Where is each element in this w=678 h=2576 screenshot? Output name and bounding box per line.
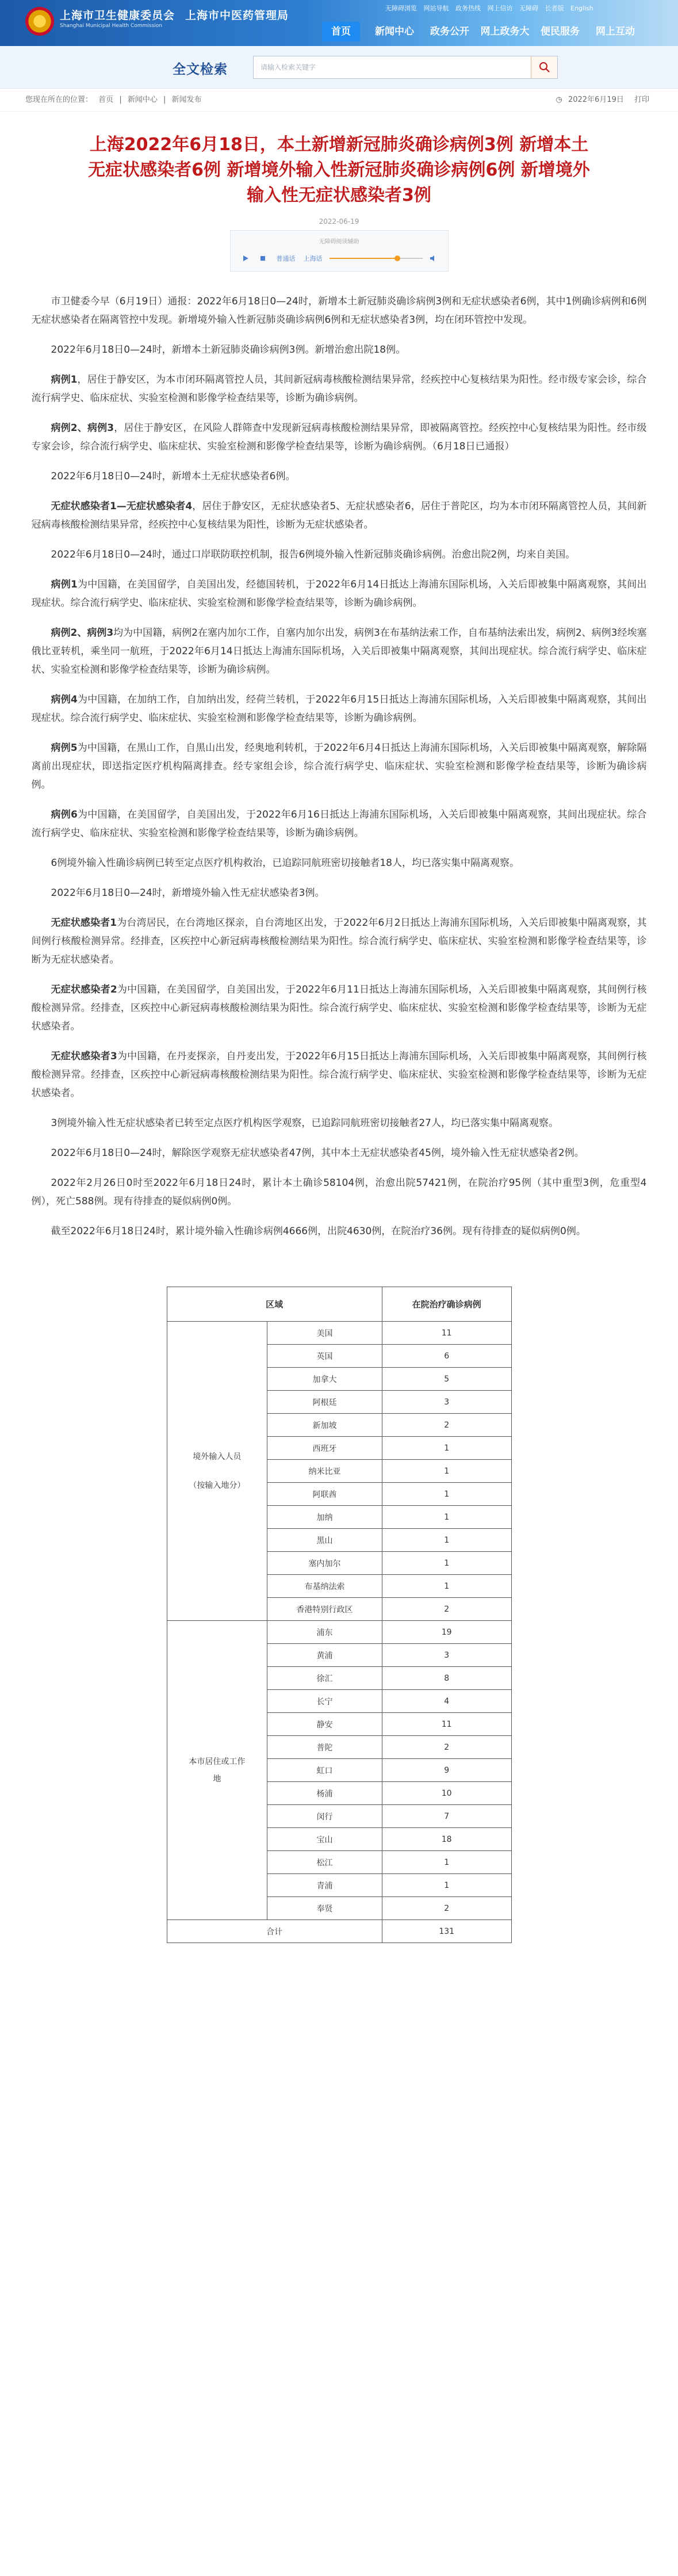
topnav-english[interactable]: English xyxy=(570,5,593,12)
breadcrumb-sep: | xyxy=(163,96,166,104)
region-cell: 英国 xyxy=(267,1345,382,1368)
region-cell: 奉贤 xyxy=(267,1897,382,1920)
count-cell: 1 xyxy=(382,1851,511,1874)
search-box xyxy=(253,56,558,79)
table-total-row xyxy=(167,1920,511,1943)
paragraph-lead: 病例1 xyxy=(51,579,78,590)
count-cell: 1 xyxy=(382,1460,511,1483)
emblem-logo xyxy=(25,7,54,36)
play-icon[interactable] xyxy=(242,255,249,262)
region-group-sublabel: （按输入地分） xyxy=(189,1480,246,1490)
topnav-petition[interactable]: 网上信访 xyxy=(487,5,513,12)
paragraph-lead: 无症状感染者1 xyxy=(51,917,117,929)
paragraph-text: 为中国籍，在美国留学，自美国出发，经德国转机，于2022年6月14日抵达上海浦东国际机场，入关后即被集中隔离观察，其间出现症状。综合流行病学史、临床症状、实验室检测和影像学检查结果等，诊断为确诊病例。 xyxy=(31,579,647,609)
table-header-region: 区域 xyxy=(167,1287,382,1322)
article-paragraph: 2022年6月18日0—24时，解除医学观察无症状感染者47例，其中本土无症状感染者45例，境外输入性无症状感染者2例。 xyxy=(51,1147,584,1159)
paragraph-text: ，居住于静安区，无症状感染者5、无症状感染者6，居住于普陀区，均为本市闭环隔离管控人员，其间新冠病毒核酸检测结果异常，经疾控中心复核结果为阳性，诊断为无症状感染者。 xyxy=(31,501,647,531)
article-paragraph: 2022年6月18日0—24时，新增境外输入性无症状感染者3例。 xyxy=(51,887,325,899)
count-cell: 11 xyxy=(382,1713,511,1736)
paragraph-lead: 无症状感染者2 xyxy=(51,984,117,995)
article-paragraph xyxy=(32,980,647,1036)
paragraph-text: 为中国籍，在黑山工作，自黑山出发，经奥地利转机，于2022年6月4日抵达上海浦东国际机场，入关后即被集中隔离观察，解除隔离前出现症状，即送指定医疗机构隔离排查。经专家组会诊，综合流行病学史、临床症状、实验室检测和影像学检查结果等，诊断为确诊病例。 xyxy=(31,742,647,791)
player-controls xyxy=(242,253,436,264)
count-cell: 3 xyxy=(382,1391,511,1414)
paragraph-lead: 无症状感染者3 xyxy=(51,1051,117,1062)
breadcrumb-prefix: 您现在所在的位置： xyxy=(25,96,93,104)
count-cell: 9 xyxy=(382,1759,511,1782)
paragraph-text: 为台湾居民，在台湾地区探亲，自台湾地区出发，于2022年6月2日抵达上海浦东国际机场，入关后即被集中隔离观察，其间例行核酸检测异常。经排查，区疾控中心新冠病毒核酸检测结果为阳性。综合流行病学史、临床症状、实验室检测和影像学检查结果等，诊断为无症状感染者。 xyxy=(31,917,647,965)
total-value: 131 xyxy=(382,1920,511,1943)
count-cell: 5 xyxy=(382,1368,511,1391)
region-cell: 阿根廷 xyxy=(267,1391,382,1414)
article-paragraph xyxy=(32,806,647,842)
article-paragraph: 2022年6月18日0—24时，通过口岸联防联控机制，报告6例境外输入性新冠肺炎确诊病例。治愈出院2例，均来自美国。 xyxy=(51,549,576,560)
paragraph-text: 均为中国籍，病例2在塞内加尔工作，自塞内加尔出发，病例3在布基纳法索工作，自布基纳法索出发，病例2、病例3经埃塞俄比亚转机，乘坐同一航班，于2022年6月14日抵达上海浦东国际机场，入关后即被集中隔离观察，其间出现症状。综合流行病学史、临床症状、实验室检测和影像学检查结果等，诊断为确诊病例。 xyxy=(31,627,647,676)
region-cell: 美国 xyxy=(267,1322,382,1345)
region-cell: 普陀 xyxy=(267,1736,382,1759)
region-group-sublabel: 地 xyxy=(213,1774,221,1784)
paragraph-text: 为中国籍，在美国留学，自美国出发，于2022年6月11日抵达上海浦东国际机场，入关后即被集中隔离观察，其间例行核酸检测异常。经排查，区疾控中心新冠病毒核酸检测结果为阳性。综合流行病学史、临床症状、实验室检测和影像学检查结果等，诊断为无症状感染者。 xyxy=(31,984,647,1032)
region-group-cell xyxy=(167,1322,267,1621)
article-paragraph: 市卫健委今早（6月19日）通报：2022年6月18日0—24时，新增本土新冠肺炎确诊病例3例和无症状感染者6例，其中1例确诊病例和6例无症状感染者在隔离管控中发现。新增境外输入性新冠肺炎确诊病例6例和无症状感染者3例，均在闭环管控中发现。 xyxy=(31,296,647,326)
paragraph-lead: 病例4 xyxy=(51,694,78,705)
lang-mandarin[interactable]: 普通话 xyxy=(276,255,296,262)
paragraph-lead: 病例5 xyxy=(51,742,78,754)
region-cell: 黑山 xyxy=(267,1529,382,1552)
count-cell: 1 xyxy=(382,1552,511,1575)
total-label: 合计 xyxy=(167,1920,382,1943)
region-cell: 塞内加尔 xyxy=(267,1552,382,1575)
table-header-count: 在院治疗确诊病例 xyxy=(382,1287,511,1322)
count-cell: 1 xyxy=(382,1575,511,1598)
volume-icon[interactable] xyxy=(430,255,436,262)
stop-icon[interactable] xyxy=(259,255,266,262)
region-group-cell xyxy=(167,1621,267,1920)
count-cell: 2 xyxy=(382,1736,511,1759)
site-name-en: Shanghai Municipal Health Commission xyxy=(60,23,162,29)
region-group-label: 本市居住或工作 xyxy=(189,1757,246,1766)
top-utility-nav xyxy=(385,3,598,13)
progress-handle[interactable] xyxy=(394,255,400,261)
region-cell: 西班牙 xyxy=(267,1437,382,1460)
article-paragraph xyxy=(32,739,647,794)
paragraph-lead: 病例2、病例3 xyxy=(51,627,114,639)
count-cell: 11 xyxy=(382,1322,511,1345)
region-cell: 新加坡 xyxy=(267,1414,382,1437)
print-button[interactable]: 打印 xyxy=(634,96,649,104)
count-cell: 1 xyxy=(382,1437,511,1460)
site-header xyxy=(0,0,678,46)
topnav-sitemap[interactable]: 网站导航 xyxy=(423,5,449,12)
region-cell: 杨浦 xyxy=(267,1782,382,1805)
count-cell: 4 xyxy=(382,1690,511,1713)
region-group-label: 境外输入人员 xyxy=(193,1452,242,1461)
search-band xyxy=(0,46,678,89)
paragraph-text: ，居住于静安区，在风险人群筛查中发现新冠病毒核酸检测结果异常，即被隔离管控。经疾控中心复核结果为阳性。经市级专家会诊，综合流行病学史、临床症状、实验室检测和影像学检查结果等，诊断为确诊病例。（6月18日已通报） xyxy=(31,422,647,452)
region-cell: 虹口 xyxy=(267,1759,382,1782)
breadcrumb-date-area xyxy=(556,89,653,112)
count-cell: 1 xyxy=(382,1529,511,1552)
table-row xyxy=(167,1322,511,1345)
paragraph-text: 为中国籍，在美国留学，自美国出发，于2022年6月16日抵达上海浦东国际机场，入关后即被集中隔离观察，其间出现症状。综合流行病学史、临床症状、实验室检测和影像学检查结果等，诊断为确诊病例。 xyxy=(31,809,647,839)
region-cell: 布基纳法索 xyxy=(267,1575,382,1598)
region-cell: 加纳 xyxy=(267,1506,382,1529)
article-paragraph: 截至2022年6月18日24时，累计境外输入性确诊病例4666例，出院4630例，在院治疗36例。现有待排查的疑似病例0例。 xyxy=(51,1226,586,1237)
count-cell: 7 xyxy=(382,1805,511,1828)
region-cell: 浦东 xyxy=(267,1621,382,1644)
player-caption: 无障碍阅读辅助 xyxy=(319,239,359,245)
count-cell: 8 xyxy=(382,1667,511,1690)
nav-services[interactable]: 便民服务 xyxy=(541,26,580,37)
paragraph-text: 为中国籍，在加纳工作，自加纳出发，经荷兰转机，于2022年6月15日抵达上海浦东国际机场，入关后即被集中隔离观察，其间出现症状。综合流行病学史、临床症状、实验室检测和影像学检查结果等，诊断为确诊病例。 xyxy=(31,694,647,724)
article-paragraph xyxy=(32,1047,647,1102)
main-nav xyxy=(322,22,643,41)
article-paragraph: 3例境外输入性无症状感染者已转至定点医疗机构医学观察，已追踪同航班密切接触者27人，均已落实集中隔离观察。 xyxy=(51,1117,558,1129)
page-bottom xyxy=(0,1943,678,1978)
region-cell: 长宁 xyxy=(267,1690,382,1713)
article-date: 2022-06-19 xyxy=(319,217,359,226)
article-paragraph: 2022年6月18日0—24时，新增本土新冠肺炎确诊病例3例。新增治愈出院18例。 xyxy=(51,344,406,356)
audio-player xyxy=(230,230,449,272)
article-paragraph xyxy=(32,914,647,969)
count-cell: 1 xyxy=(382,1506,511,1529)
nav-gov-info[interactable]: 政务公开 xyxy=(430,26,469,37)
article-paragraph xyxy=(32,690,647,727)
publish-date: 2022年6月19日 xyxy=(568,96,624,104)
table-row xyxy=(167,1621,511,1644)
article-title: 上海2022年6月18日，本土新增新冠肺炎确诊病例3例 新增本土无症状感染者6例 新增境外输入性新冠肺炎确诊病例6例 新增境外输入性无症状感染者3例 xyxy=(88,135,590,205)
paragraph-text: ，居住于静安区，为本市闭环隔离管控人员，其间新冠病毒核酸检测结果异常，经疾控中心复核结果为阳性。经市级专家会诊，综合流行病学史、临床症状、实验室检测和影像学检查结果等，诊断为确诊病例。 xyxy=(31,374,647,404)
topnav-hotline[interactable]: 政务热线 xyxy=(455,5,481,12)
region-cell: 静安 xyxy=(267,1713,382,1736)
count-cell: 2 xyxy=(382,1598,511,1621)
search-input[interactable] xyxy=(254,56,524,78)
breadcrumb-release[interactable]: 新闻发布 xyxy=(171,96,202,104)
topnav-elder[interactable]: 长者版 xyxy=(545,5,564,12)
region-cell: 松江 xyxy=(267,1851,382,1874)
article-paragraph: 2022年6月18日0—24时，新增本土无症状感染者6例。 xyxy=(51,471,296,482)
nav-news[interactable]: 新闻中心 xyxy=(375,26,414,37)
nav-interaction[interactable]: 网上互动 xyxy=(596,26,635,37)
topnav-barrier-free[interactable]: 无障碍 xyxy=(519,5,538,12)
region-cell: 黄浦 xyxy=(267,1644,382,1667)
article-body xyxy=(32,292,647,1241)
region-cell: 闵行 xyxy=(267,1805,382,1828)
paragraph-text: 为中国籍，在丹麦探亲，自丹麦出发，于2022年6月15日抵达上海浦东国际机场，入关后即被集中隔离观察，其间例行核酸检测异常。经排查，区疾控中心新冠病毒核酸检测结果为阳性。综合流行病学史、临床症状、实验室检测和影像学检查结果等，诊断为无症状感染者。 xyxy=(31,1051,647,1099)
search-title: 全文检索 xyxy=(173,62,228,77)
paragraph-lead: 病例1 xyxy=(51,374,78,386)
breadcrumb-home[interactable]: 首页 xyxy=(98,96,114,104)
article-paragraph xyxy=(32,575,647,612)
article-paragraph: 2022年2月26日0时至2022年6月18日24时，累计本土确诊58104例，治愈出院57421例，在院治疗95例（其中重型3例，危重型4例），死亡588例。现有待排查的疑似病例0例。 xyxy=(31,1177,647,1207)
article-paragraph xyxy=(32,624,647,679)
progress-bar[interactable] xyxy=(330,258,423,259)
region-cell: 青浦 xyxy=(267,1874,382,1897)
region-cell: 宝山 xyxy=(267,1828,382,1851)
article-paragraph xyxy=(32,497,647,534)
breadcrumb xyxy=(0,89,678,112)
topnav-accessible[interactable]: 无障碍浏览 xyxy=(385,5,417,12)
site-name[interactable]: 上海市卫生健康委员会 xyxy=(60,9,175,22)
count-cell: 1 xyxy=(382,1483,511,1506)
count-cell: 10 xyxy=(382,1782,511,1805)
search-icon xyxy=(539,62,550,73)
paragraph-lead: 病例6 xyxy=(51,809,78,820)
count-cell: 2 xyxy=(382,1414,511,1437)
count-cell: 19 xyxy=(382,1621,511,1644)
count-cell: 1 xyxy=(382,1874,511,1897)
calendar-icon: ◷ xyxy=(556,96,562,104)
count-cell: 2 xyxy=(382,1897,511,1920)
article-paragraph xyxy=(32,371,647,407)
site-name-secondary[interactable]: 上海市中医药管理局 xyxy=(185,9,289,22)
region-cell: 纳米比亚 xyxy=(267,1460,382,1483)
region-cell: 徐汇 xyxy=(267,1667,382,1690)
breadcrumb-sep: | xyxy=(119,96,122,104)
paragraph-lead: 无症状感染者1—无症状感染者4 xyxy=(51,501,193,512)
region-cell: 加拿大 xyxy=(267,1368,382,1391)
count-cell: 18 xyxy=(382,1828,511,1851)
count-cell: 3 xyxy=(382,1644,511,1667)
paragraph-lead: 病例2、病例3 xyxy=(51,422,114,434)
region-cell: 阿联酋 xyxy=(267,1483,382,1506)
nav-online-hall[interactable]: 网上政务大 xyxy=(480,26,530,37)
breadcrumb-news[interactable]: 新闻中心 xyxy=(127,96,158,104)
region-cell: 香港特别行政区 xyxy=(267,1598,382,1621)
nav-home[interactable]: 首页 xyxy=(322,22,360,41)
article-paragraph: 6例境外输入性确诊病例已转至定点医疗机构救治，已追踪同航班密切接触者18人，均已落实集中隔离观察。 xyxy=(51,857,519,869)
hospitalized-table xyxy=(167,1287,512,1943)
article-paragraph xyxy=(32,419,647,456)
count-cell: 6 xyxy=(382,1345,511,1368)
search-button[interactable] xyxy=(531,56,557,78)
lang-shanghainese[interactable]: 上海话 xyxy=(303,255,323,262)
